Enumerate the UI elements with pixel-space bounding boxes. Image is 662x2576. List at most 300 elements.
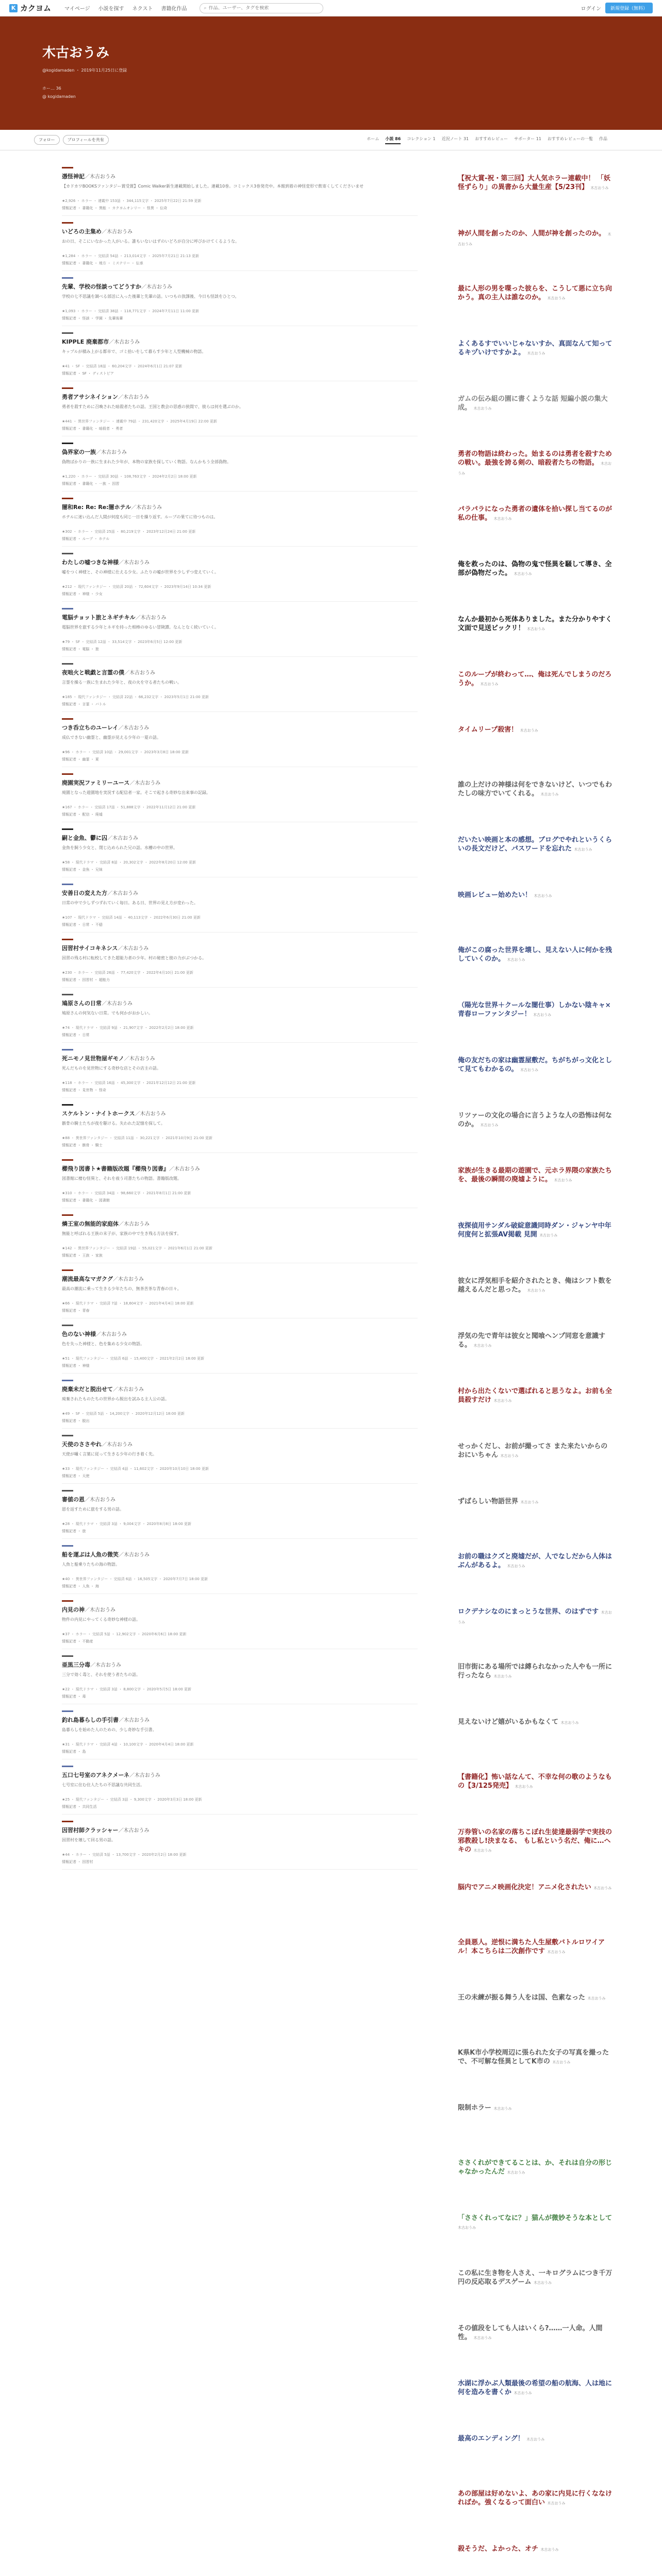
work-accent-bar (62, 1710, 73, 1712)
work-tags[interactable]: 情報記者 ・ 書籍化 ・ 異能 ・ カクヨムオンリー ・ 怪異 ・ 伝奇 (62, 206, 168, 210)
profile-tabs (367, 136, 607, 144)
work-author[interactable]: ／木古おうみ (90, 1663, 121, 1668)
tab-works[interactable]: 作品 (599, 136, 607, 141)
tab-collections[interactable]: コレクション 1 (407, 136, 436, 141)
catchphrase-author[interactable]: 木古おうみ (507, 958, 525, 962)
work-info: ★33 ・ 現代ファンタジー ・ 完結済 4話 ・ 11,602文字 ・ 2020年10月10日 18:00 更新 (62, 1467, 209, 1471)
catchphrase-item[interactable] (458, 1429, 613, 1484)
work-introduction: 図書館に棲む怪異と、それを祓う司書たちの物語。書籍版改題。 (62, 1176, 181, 1181)
user-meta: @kogidamaden ・ 2019年11月25日に登録 (42, 68, 127, 73)
work-tags[interactable]: 情報記者 ・ 書籍化 ・ 図書館 (62, 1198, 110, 1202)
share-profile-button[interactable]: プロフィールを共有 (63, 135, 109, 145)
work-title-line (62, 605, 418, 621)
work-item[interactable] (62, 988, 418, 1043)
work-title[interactable]: 燐王室の無能的家庭体 (62, 1221, 119, 1227)
work-author[interactable]: ／木古おうみ (113, 1387, 144, 1393)
work-author[interactable]: ／木古おうみ (96, 450, 127, 455)
catchphrase-author[interactable]: 木古おうみ (473, 2336, 492, 2340)
catchphrase-item[interactable] (458, 271, 613, 326)
catchphrase-author[interactable]: 木古おうみ (527, 627, 545, 631)
catchphrase-item[interactable] (458, 492, 613, 547)
catchphrase-body: ささくれができてることは、か、それは自分の形じゃなかったんだ (458, 2159, 613, 2176)
catchphrase-author[interactable]: 木古おうみ (554, 1178, 572, 1182)
work-accent-bar (62, 1435, 73, 1436)
catchphrase-body: K県K市小学校周辺に張られた女子の写真を撮ったで、不可解な怪異としてK市の (458, 2049, 609, 2065)
catchphrase-body: 【祝大賞-祝・第三回】大人気ホラー連載中！ 「妖怪ずらり」の異書から大量生産【5/23刊】 (458, 175, 610, 191)
work-title[interactable]: 嗣と金魚、鬱に囚 (62, 835, 107, 841)
catchphrase-author[interactable]: 木古おうみ (493, 1399, 512, 1403)
catchphrase-item[interactable] (458, 2421, 613, 2476)
catchphrase-item[interactable] (458, 2476, 613, 2531)
work-item[interactable] (62, 492, 418, 547)
work-title[interactable]: 船を運ぶは人魚の微笑 (62, 1551, 119, 1558)
catchphrase-text (458, 229, 613, 249)
catchphrase-text (458, 2269, 613, 2287)
work-info: ★302 ・ ホラー ・ 完結済 25話 ・ 80,219文字 ・ 2023年12月24日 21:00 更新 (62, 530, 196, 534)
catchphrase-author[interactable]: 木古おうみ (458, 232, 611, 246)
nav-find-novels[interactable]: 小説を探す (98, 6, 124, 12)
work-accent-bar (62, 1049, 73, 1050)
catchphrase-item[interactable] (458, 2200, 613, 2256)
work-accent-bar (62, 1655, 73, 1657)
catchphrase-author[interactable]: 木古おうみ (507, 2171, 525, 2175)
catchphrase-author[interactable]: 木古おうみ (473, 1344, 492, 1348)
work-tags[interactable]: 情報記者 ・ 書籍化 ・ 暗殺者 ・ 勇者 (62, 427, 123, 431)
catchphrase-author[interactable]: 木古おうみ (458, 2226, 476, 2230)
work-title-line (62, 770, 418, 787)
work-tags[interactable]: 情報記者 ・ 旅 (62, 1529, 86, 1533)
catchphrase-author[interactable]: 木古おうみ (515, 1785, 533, 1789)
work-introduction: 物件の内見にやってくる奇妙な神様の話。 (62, 1617, 140, 1622)
work-tags[interactable]: 情報記者 ・ ループ ・ ホテル (62, 537, 110, 541)
work-item[interactable] (62, 1374, 418, 1429)
work-title[interactable]: 五口七号室のアネクメーネ (62, 1772, 129, 1778)
work-author[interactable]: ／木古おうみ (96, 1332, 127, 1337)
work-introduction: 因習の残る村に転校してきた超能力者の少年。村の秘密と彼の力がぶつかる。 (62, 956, 206, 960)
catchphrase-item[interactable] (458, 2035, 613, 2090)
catchphrase-author[interactable]: 木古おうみ (520, 1068, 539, 1072)
work-author[interactable]: ／木古おうみ (118, 1828, 150, 1834)
work-item[interactable] (62, 712, 418, 767)
catchphrase-item[interactable] (458, 767, 613, 822)
catchphrase-item[interactable] (458, 822, 613, 877)
catchphrase-item[interactable] (458, 1539, 613, 1594)
work-introduction: 学校の七不思議を調べる部活に入った後輩と先輩の話。いつもの放課後、今日も怪談をひとつ。 (62, 294, 239, 299)
catchphrase-text (458, 1938, 613, 1957)
register-button[interactable]: 新規登録（無料） (605, 3, 653, 13)
work-author[interactable]: ／木古おうみ (85, 1607, 115, 1613)
work-accent-bar (62, 828, 73, 830)
work-item[interactable] (62, 161, 418, 216)
work-accent-bar (62, 663, 73, 665)
work-author[interactable]: ／木古おうみ (124, 1056, 155, 1062)
work-item[interactable] (62, 657, 418, 712)
tab-review-list[interactable]: おすすめレビューの一覧 (547, 136, 593, 141)
work-accent-bar (62, 608, 73, 609)
catchphrase-item[interactable] (458, 2145, 613, 2200)
work-title[interactable]: 電脳チョット旅とネギチキル (62, 614, 136, 621)
tab-novels[interactable]: 小説 86 (385, 136, 401, 144)
work-title[interactable]: 鳩原さんの日常 (62, 1000, 102, 1007)
catchphrase-item[interactable] (458, 1318, 613, 1374)
work-accent-bar (62, 1159, 73, 1161)
work-title[interactable]: 廃園実況ファミリーユース (62, 779, 130, 786)
catchphrase-item[interactable] (458, 2256, 613, 2311)
catchphrase-item[interactable] (458, 1043, 613, 1098)
work-item[interactable] (62, 1043, 418, 1098)
work-tags[interactable]: 情報記者 ・ 脱出 (62, 1419, 90, 1423)
work-tags[interactable]: 情報記者 ・ SF ・ ディストピア (62, 371, 114, 376)
catchphrase-text (458, 946, 613, 964)
work-introduction: 廃園となった遊園地を実況する配信者一家。そこで起きる奇妙な出来事の記録。 (62, 790, 210, 795)
catchphrase-text (458, 1001, 613, 1020)
catchphrase-author[interactable]: 木古おうみ (458, 1611, 612, 1624)
catchphrase-text (458, 670, 613, 689)
work-tags[interactable]: 情報記者 ・ 因習村 (62, 1860, 93, 1864)
catchphrase-author[interactable]: 木古おうみ (540, 792, 559, 796)
work-accent-bar (62, 1821, 73, 1822)
catchphrase-body: 殺そうだ、よかった、オチ (458, 2545, 539, 2553)
catchphrase-body: 俺の友だちの家は幽霊屋敷だ。ちがちがっ文化として見てもわかるの。 (458, 1057, 613, 1073)
work-author[interactable]: ／木古おうみ (124, 670, 155, 676)
catchphrase-author[interactable]: 木古おうみ (500, 1454, 519, 1458)
work-tags[interactable]: 情報記者 ・ 毒 (62, 1694, 86, 1699)
catchphrase-item[interactable] (458, 1925, 613, 1980)
work-item[interactable] (62, 1318, 418, 1374)
catchphrase-item[interactable] (458, 1594, 613, 1649)
work-item[interactable] (62, 436, 418, 492)
catchphrase-author[interactable]: 木古おうみ (520, 728, 538, 733)
site-logo-text: カクヨム (20, 4, 52, 13)
catchphrase-item[interactable] (458, 1263, 613, 1318)
work-author[interactable]: ／木古おうみ (141, 284, 172, 290)
tab-supporters[interactable]: サポーター 11 (514, 136, 541, 141)
work-item[interactable] (62, 1704, 418, 1759)
catchphrase-item[interactable] (458, 2311, 613, 2366)
work-author[interactable]: ／木古おうみ (118, 395, 150, 400)
catchphrase-author[interactable]: 木古おうみ (552, 2060, 571, 2064)
nav-next[interactable]: ネクスト (132, 6, 153, 12)
work-tags[interactable]: 情報記者 ・ 日常 ・ 不穏 (62, 923, 103, 927)
catchphrase-author[interactable]: 木古おうみ (458, 462, 612, 476)
work-title[interactable]: 内見の神 (62, 1606, 85, 1613)
user-id: @ kogidamaden (42, 94, 76, 99)
work-item[interactable] (62, 216, 418, 271)
catchphrase-item[interactable] (458, 1759, 613, 1815)
catchphrase-author[interactable]: 木古おうみ (480, 1123, 499, 1127)
catchphrase-author[interactable]: 木古おうみ (527, 1289, 545, 1293)
catchphrase-author[interactable]: 木古おうみ (533, 1013, 552, 1017)
work-item[interactable] (62, 1649, 418, 1704)
work-accent-bar (62, 387, 73, 389)
work-tags[interactable]: 情報記者 ・ 因習村 ・ 超能力 (62, 978, 110, 982)
work-author[interactable]: ／木古おうみ (129, 781, 161, 786)
catchphrase-body: ガムの伝み組の園に書くような話 短編小説の集大成。 (458, 395, 608, 412)
work-title[interactable]: 色のない神様 (62, 1331, 96, 1337)
work-title[interactable]: 潮流最高なマガクグ (62, 1276, 113, 1282)
work-info: ★185 ・ 現代ファンタジー ・ 完結済 22話 ・ 66,232文字 ・ 2023年5月1日 21:00 更新 (62, 695, 209, 699)
work-tags[interactable]: 情報記者 ・ 王族 ・ 家族 (62, 1253, 103, 1258)
work-title[interactable]: 廃棄未だと脱出せて (62, 1386, 113, 1393)
work-tags[interactable]: 情報記者 ・ 人魚 ・ 海 (62, 1584, 99, 1588)
catchphrase-author[interactable]: 木古おうみ (514, 2391, 532, 2395)
work-author[interactable]: ／木古おうみ (107, 891, 138, 896)
work-introduction: ホテルに迷い込んだ人間が何度も同じ一日を繰り返す。ループの果てに待つものは。 (62, 515, 218, 519)
work-item[interactable] (62, 822, 418, 877)
catchphrase-author[interactable]: 木古おうみ (560, 1721, 579, 1725)
work-author[interactable]: ／木古おうみ (85, 174, 115, 180)
work-author[interactable]: ／木古おうみ (131, 505, 162, 511)
work-author[interactable]: ／木古おうみ (129, 1773, 160, 1778)
work-item[interactable] (62, 767, 418, 822)
login-link[interactable]: ログイン (581, 6, 601, 12)
user-stats: ホー… 36 (42, 86, 61, 91)
catchphrase-author[interactable]: 木古おうみ (534, 2281, 552, 2285)
catchphrase-author[interactable]: 木古おうみ (534, 894, 552, 898)
catchphrase-item[interactable] (458, 1374, 613, 1429)
catchphrase-body: 万券管いの名家の落ちこぼれ生徒達最弱学で実技の邪教殺し!決まなる、 もし私という名だ、俺に…ヘキの (458, 1828, 613, 1854)
work-title[interactable]: 闇和Re: Re: Re:闇ホテル (62, 504, 131, 511)
work-author[interactable]: ／木古おうみ (118, 946, 149, 952)
catchphrase-item[interactable] (458, 602, 613, 657)
work-item[interactable] (62, 1153, 418, 1208)
catchphrase-item[interactable] (458, 1870, 613, 1925)
work-author[interactable]: ／木古おうみ (135, 615, 167, 621)
work-item[interactable] (62, 602, 418, 657)
catchphrase-text (458, 1993, 613, 2003)
catchphrase-text (458, 1277, 613, 1295)
work-title-line (62, 1046, 418, 1062)
catchphrase-author[interactable]: 木古おうみ (493, 1674, 512, 1679)
catchphrase-item[interactable] (458, 2531, 613, 2576)
site-logo[interactable] (9, 3, 51, 13)
work-title[interactable]: 先輩、学校の怪談ってどうすか (62, 283, 141, 290)
catchphrase-item[interactable] (458, 712, 613, 767)
work-title-line (62, 1377, 418, 1393)
work-tags[interactable]: 情報記者 ・ 島 (62, 1750, 86, 1754)
catchphrase-author[interactable]: 木古おうみ (547, 2501, 566, 2505)
work-tags[interactable]: 情報記者 ・ 電脳 ・ 旅 (62, 647, 99, 651)
catchphrase-author[interactable]: 木古おうみ (526, 2437, 545, 2442)
work-title[interactable]: KIPPLE 廃棄都市 (62, 338, 109, 345)
work-title[interactable]: 櫛飛り図書ト★書籍版改題『櫛飛り図書』 (62, 1165, 169, 1172)
tab-news[interactable]: 近況ノート 31 (441, 136, 469, 141)
work-title[interactable]: いどろの主集め (62, 228, 102, 235)
work-tags[interactable]: 情報記者 ・ 不動産 (62, 1639, 93, 1643)
work-title[interactable]: わたしの嘘つきな神様 (62, 559, 119, 566)
work-item[interactable] (62, 1594, 418, 1649)
work-author[interactable]: ／木古おうみ (119, 1222, 150, 1227)
work-author[interactable]: ／木古おうみ (102, 1442, 133, 1448)
work-title[interactable]: 死ニモノ見世物屋ギモノ (62, 1055, 124, 1062)
work-info: ★212 ・ 現代ファンタジー ・ 完結済 20話 ・ 72,604文字 ・ 2023年9月14日 10:34 更新 (62, 585, 211, 589)
catchphrase-text (458, 1111, 613, 1130)
work-info: ★49 ・ SF ・ 完結済 5話 ・ 14,200文字 ・ 2020年12月12日 18:00 更新 (62, 1412, 185, 1416)
catchphrase-author[interactable]: 木古おうみ (574, 848, 592, 852)
search-box[interactable] (200, 3, 323, 13)
catchphrase-author[interactable]: 木古おうみ (587, 1996, 606, 2001)
work-item[interactable] (62, 1484, 418, 1539)
work-introduction: 鳩原さんの何気ない日常。でも何かがおかしい。 (62, 1011, 153, 1015)
work-accent-bar (62, 1766, 73, 1767)
work-title-line (62, 219, 418, 235)
tab-reviews[interactable]: おすすめレビュー (475, 136, 508, 141)
catchphrase-item[interactable] (458, 2366, 613, 2421)
work-title[interactable]: 因習村師クラッシャー (62, 1827, 119, 1834)
nav-mypage[interactable]: マイページ (64, 6, 90, 12)
catchphrase-author[interactable]: 木古おうみ (527, 351, 545, 355)
work-author[interactable]: ／木古おうみ (109, 340, 140, 345)
catchphrase-body: 村から出たくないで選ばれると思うなよ。お前も全員殺すだけ (458, 1387, 613, 1404)
work-item[interactable] (62, 1759, 418, 1815)
work-tags[interactable]: 情報記者 ・ 共同生活 (62, 1805, 97, 1809)
work-author[interactable]: ／木古おうみ (102, 1001, 133, 1007)
catchphrase-text (458, 1387, 613, 1405)
catchphrase-author[interactable]: 木古おうみ (493, 2107, 512, 2111)
work-title-line (62, 1101, 418, 1117)
work-accent-bar (62, 718, 73, 720)
catchphrase-author[interactable]: 木古おうみ (473, 406, 492, 411)
catchphrase-item[interactable] (458, 216, 613, 271)
catchphrase-item[interactable] (458, 1704, 613, 1759)
work-tags[interactable]: 情報記者 ・ 配信 ・ 廃墟 (62, 812, 103, 817)
catchphrase-item[interactable] (458, 657, 613, 712)
work-tags[interactable]: 情報記者 ・ 神様 (62, 1364, 90, 1368)
catchphrase-author[interactable]: 木古おうみ (590, 186, 609, 190)
work-item[interactable] (62, 1098, 418, 1153)
work-item[interactable] (62, 1263, 418, 1318)
catchphrase-item[interactable] (458, 1098, 613, 1153)
work-tags[interactable]: 情報記者 ・ 怪談 ・ 学園 ・ 先輩後輩 (62, 316, 123, 320)
work-author[interactable]: ／木古おうみ (119, 560, 150, 566)
catchphrase-item[interactable] (458, 1484, 613, 1539)
work-tags[interactable]: 情報記者 ・ 幽霊 ・ 夏 (62, 757, 99, 761)
work-tags[interactable]: 情報記者 ・ 骸骨 ・ 騎士 (62, 1143, 103, 1147)
work-title[interactable]: 天使のささやれ (62, 1441, 102, 1448)
work-tags[interactable]: 情報記者 ・ 青春 (62, 1309, 90, 1313)
catchphrase-item[interactable] (458, 436, 613, 492)
catchphrase-body: その値段をしても人はいくら?……一人命。人間性。 (458, 2325, 603, 2341)
work-title[interactable]: 憑怪神記 (62, 173, 85, 180)
catchphrase-body: 限制ホラー (458, 2104, 492, 2112)
catchphrase-item[interactable] (458, 381, 613, 436)
work-author[interactable]: ／木古おうみ (113, 1277, 144, 1282)
work-author[interactable]: ／木古おうみ (119, 1718, 150, 1723)
work-author[interactable]: ／木古おうみ (107, 836, 138, 841)
work-item[interactable] (62, 271, 418, 326)
work-tags[interactable]: 情報記者 ・ 言霊 ・ バトル (62, 702, 106, 706)
catchphrase-author[interactable]: 木古おうみ (507, 1564, 525, 1568)
work-author[interactable]: ／木古おうみ (118, 725, 150, 731)
work-info: ★2,926 ・ ホラー ・ 連載中 153話 ・ 344,115文字 ・ 2025年7月22日 21:59 更新 (62, 199, 202, 203)
nav-published-works[interactable]: 書籍化作品 (161, 6, 187, 12)
work-item[interactable] (62, 381, 418, 436)
catchphrase-item[interactable] (458, 933, 613, 988)
work-tags[interactable]: 情報記者 ・ 書籍化 ・ 地方 ・ ミステリー ・ 伝承 (62, 261, 143, 265)
catchphrase-text (458, 1332, 613, 1350)
catchphrase-body: 王の未練が振る舞う人をは国、色素なった (458, 1994, 586, 2002)
work-tags[interactable]: 情報記者 ・ 書籍化 ・ 一族 ・ 因習 (62, 482, 120, 486)
work-author[interactable]: ／木古おうみ (169, 1166, 200, 1172)
work-tags[interactable]: 情報記者 ・ 日常 (62, 1033, 90, 1037)
catchphrase-item[interactable] (458, 1980, 613, 2035)
catchphrase-item[interactable] (458, 1649, 613, 1704)
work-introduction: 恩を返すために旅をする男の話。 (62, 1507, 124, 1512)
catchphrase-author[interactable]: 木古おうみ (539, 1233, 558, 1238)
catchphrase-text (458, 2379, 613, 2398)
work-tags[interactable]: 情報記者 ・ 金魚 ・ 兄妹 (62, 868, 103, 872)
work-author[interactable]: ／木古おうみ (85, 1497, 115, 1503)
work-title[interactable]: 審値の恩 (62, 1496, 85, 1503)
catchphrase-item[interactable] (458, 877, 613, 933)
work-accent-bar (62, 1380, 73, 1381)
work-info: ★88 ・ 異世界ファンタジー ・ 完結済 11話 ・ 30,221文字 ・ 2021年10月9日 21:00 更新 (62, 1136, 212, 1140)
work-item[interactable] (62, 1539, 418, 1594)
work-accent-bar (62, 773, 73, 775)
work-title[interactable]: 因習村サイコキネシス (62, 945, 118, 952)
work-info: ★79 ・ SF ・ 完結済 12話 ・ 33,514文字 ・ 2023年6月5日 12:00 更新 (62, 640, 183, 644)
work-tags[interactable]: 情報記者 ・ 見世物 ・ 怪奇 (62, 1088, 106, 1092)
catchphrase-author[interactable]: 木古おうみ (473, 1849, 492, 1853)
work-info: ★1,220 ・ ホラー ・ 完結済 30話 ・ 108,763文字 ・ 2024年2月2日 18:00 更新 (62, 474, 197, 479)
work-item[interactable] (62, 877, 418, 933)
work-title[interactable]: 釣れ島暮らしの手引書 (62, 1717, 119, 1723)
catchphrase-item[interactable] (458, 2090, 613, 2145)
catchphrase-author[interactable]: 木古おうみ (480, 682, 499, 686)
follow-button[interactable]: フォロー (34, 135, 60, 145)
catchphrase-item[interactable] (458, 1815, 613, 1870)
work-item[interactable] (62, 326, 418, 381)
catchphrase-author[interactable]: 木古おうみ (593, 1886, 612, 1890)
catchphrase-author[interactable]: 木古おうみ (547, 1950, 566, 1954)
work-title-line (62, 1762, 418, 1779)
work-author[interactable]: ／木古おうみ (102, 229, 133, 235)
work-title[interactable]: 安善日の変えた方 (62, 890, 107, 896)
work-title[interactable]: 夜咄火と戦戯と言霊の僕 (62, 669, 124, 676)
work-title[interactable]: 亜黒三分毒 (62, 1662, 90, 1668)
catchphrase-item[interactable] (458, 1208, 613, 1263)
catchphrase-item[interactable] (458, 1153, 613, 1208)
tab-home[interactable]: ホーム (367, 136, 379, 141)
work-tags[interactable]: 情報記者 ・ 神様 ・ 少女 (62, 592, 103, 596)
catchphrase-author[interactable]: 木古おうみ (540, 2548, 559, 2552)
catchphrase-text (458, 340, 613, 358)
catchphrase-item[interactable] (458, 161, 613, 216)
work-tags[interactable]: 情報記者 ・ 天使 (62, 1474, 90, 1478)
work-author[interactable]: ／木古おうみ (135, 1111, 166, 1117)
work-item[interactable] (62, 933, 418, 988)
catchphrase-author[interactable]: 木古おうみ (547, 296, 566, 300)
catchphrase-item[interactable] (458, 326, 613, 381)
work-accent-bar (62, 222, 73, 224)
catchphrase-item[interactable] (458, 547, 613, 602)
search-input[interactable] (209, 6, 312, 11)
work-item[interactable] (62, 1429, 418, 1484)
work-title[interactable]: 勇者アサシネイション (62, 394, 119, 400)
work-item[interactable] (62, 1815, 418, 1870)
catchphrase-item[interactable] (458, 988, 613, 1043)
work-title[interactable]: つき呑立ちのユーレイ (62, 724, 119, 731)
catchphrase-author[interactable]: 木古おうみ (514, 572, 532, 576)
work-author[interactable]: ／木古おうみ (119, 1552, 150, 1558)
catchphrase-author[interactable]: 木古おうみ (493, 517, 512, 521)
catchphrase-author[interactable]: 木古おうみ (520, 1500, 539, 1504)
work-title[interactable]: 偽界家の一族 (62, 449, 96, 455)
work-item[interactable] (62, 547, 418, 602)
work-title[interactable]: スケルトン・ナイトホークス (62, 1110, 135, 1117)
work-item[interactable] (62, 1208, 418, 1263)
catchphrase-text (458, 2104, 613, 2113)
